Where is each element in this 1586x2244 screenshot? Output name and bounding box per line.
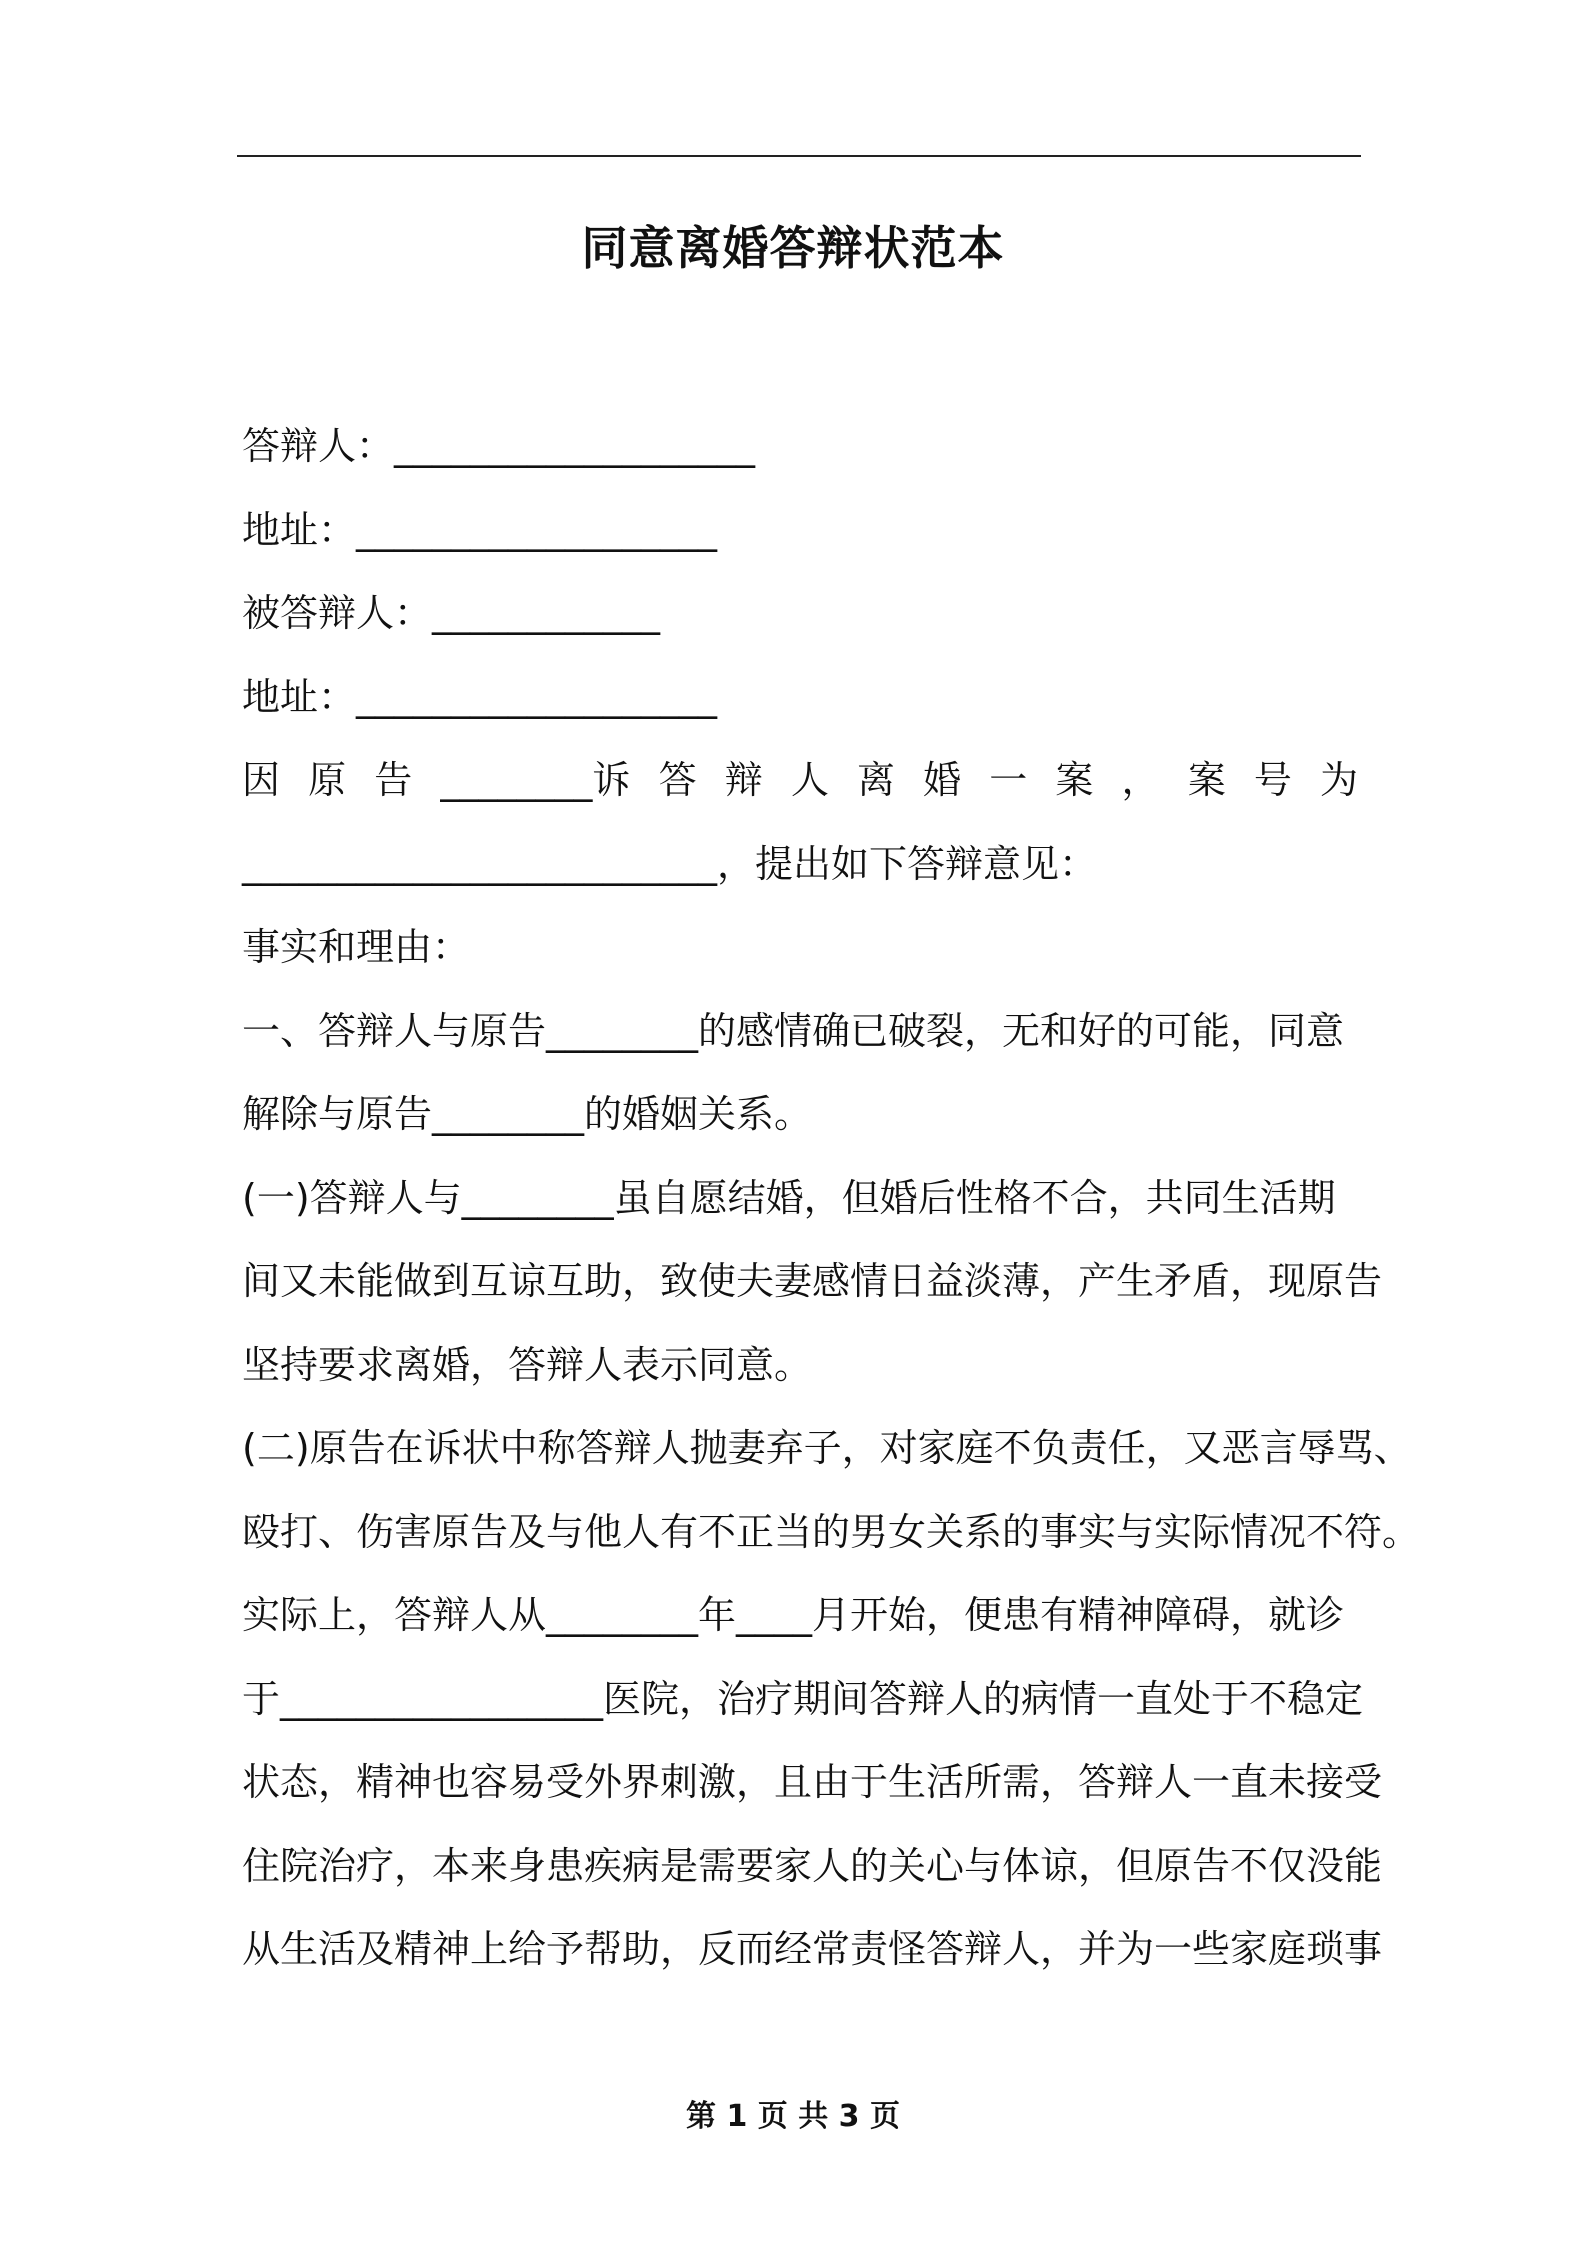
- case-char: ，: [1121, 758, 1160, 802]
- field-blank: ___________________: [356, 507, 718, 552]
- facts-heading: 事实和理由：: [242, 925, 471, 969]
- case-number-line: _________________________，提出如下答辩意见：: [242, 841, 1098, 886]
- field-label: 答辩人：: [242, 424, 395, 468]
- paragraph-1-line: 解除与原告________的婚姻关系。: [242, 1092, 813, 1136]
- case-char: 辩: [724, 758, 763, 802]
- case-char: 离: [856, 758, 895, 802]
- paragraph-3-line: (二)原告在诉状中称答辩人抛妻弃子，对家庭不负责任，又恶言辱骂、: [242, 1426, 1412, 1470]
- document-body: [242, 405, 1421, 1992]
- plaintiff-address-field: [242, 656, 1358, 740]
- paragraph-1-line: 一、答辩人与原告________的感情确已破裂，无和好的可能，同意: [242, 1008, 1345, 1053]
- document-title: 同意离婚答辩状范本: [581, 221, 1005, 275]
- paragraph-2-line: 坚持要求离婚，答辩人表示同意。: [242, 1342, 813, 1387]
- case-char: 为: [1319, 758, 1358, 802]
- case-char: ________诉: [440, 758, 631, 802]
- field-label: 地址：: [242, 674, 357, 719]
- case-char: 案: [1187, 758, 1226, 802]
- case-char: 因: [242, 758, 281, 802]
- paragraph-3-line: 状态，精神也容易受外界刺激，且由于生活所需，答辩人一直未接受: [242, 1760, 1383, 1804]
- page-number: 第 1 页 共 3 页: [686, 2099, 900, 2134]
- plaintiff-field: [242, 572, 1358, 656]
- case-char: 人: [790, 758, 829, 802]
- case-char: 婚: [923, 758, 962, 802]
- case-char: 原: [308, 758, 347, 802]
- paragraph-2-line: (一)答辩人与________虽自愿结婚，但婚后性格不合，共同生活期: [242, 1175, 1336, 1220]
- field-label: 地址：: [242, 507, 357, 552]
- case-line: [242, 739, 1358, 823]
- paragraph-3-line: 殴打、伤害原告及与他人有不正当的男女关系的事实与实际情况不符。: [242, 1509, 1421, 1554]
- case-char: 案: [1055, 758, 1094, 802]
- paragraph-3-line: 于_________________医院，治疗期间答辩人的病情一直处于不稳定: [242, 1676, 1364, 1721]
- case-char: 一: [989, 758, 1028, 802]
- respondent-address-field: [242, 489, 1358, 573]
- paragraph-2-line: 间又未能做到互谅互助，致使夫妻感情日益淡薄，产生矛盾，现原告: [242, 1259, 1383, 1303]
- case-char: 告: [374, 758, 413, 802]
- paragraph-3-line: 从生活及精神上给予帮助，反而经常责怪答辩人，并为一些家庭琐事: [242, 1927, 1383, 1971]
- field-blank: ____________: [432, 591, 661, 635]
- field-blank: ___________________: [394, 424, 756, 468]
- case-char: 答: [658, 758, 697, 802]
- header-divider: [237, 155, 1361, 157]
- field-blank: ___________________: [356, 674, 718, 719]
- field-label: 被答辩人：: [242, 591, 433, 635]
- paragraph-3-line: 实际上，答辩人从________年____月开始，便患有精神障碍，就诊: [242, 1593, 1345, 1637]
- respondent-field: [242, 405, 1358, 489]
- paragraph-3-line: 住院治疗，本来身患疾病是需要家人的关心与体谅，但原告不仅没能: [242, 1843, 1383, 1888]
- case-char: 号: [1253, 758, 1292, 802]
